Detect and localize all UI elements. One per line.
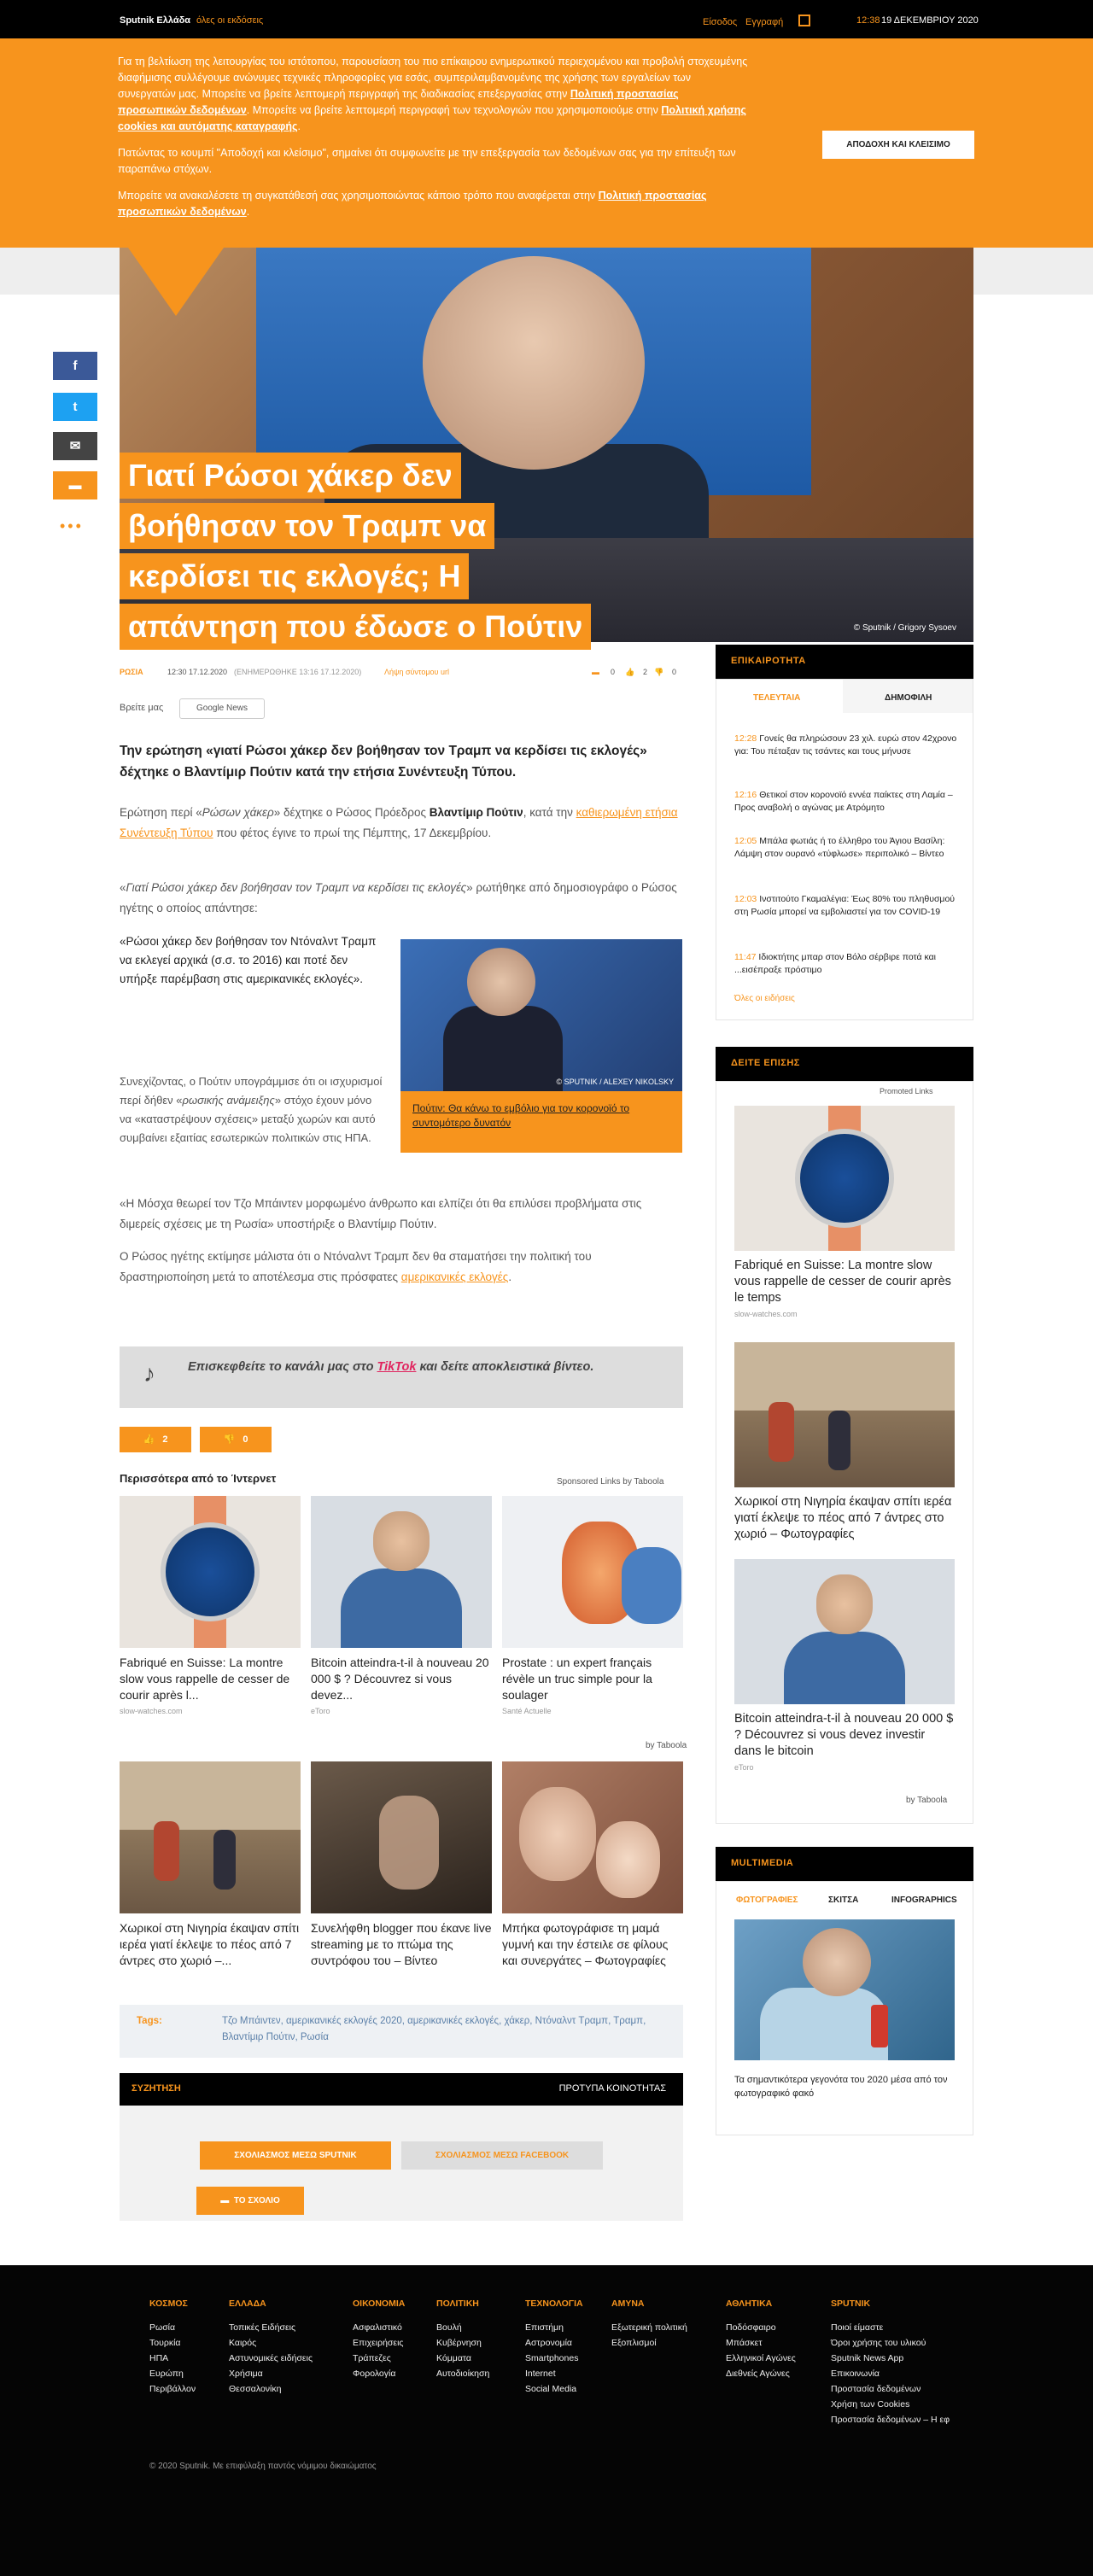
title-line: Γιατί Ρώσοι χάκερ δεν: [120, 453, 461, 499]
card-image[interactable]: [734, 1106, 955, 1251]
watch-face: [795, 1129, 894, 1228]
related-article[interactable]: [400, 939, 682, 1153]
card-title[interactable]: Bitcoin atteindra-t-il à nouveau 20 000 $ ? Découvrez si vous devez investir dans le bitcoin: [734, 1712, 954, 1758]
title-line: απάντηση που έδωσε ο Πούτιν: [120, 604, 591, 650]
article-lead: Την ερώτηση «γιατί Ρώσοι χάκερ δεν βοήθησαν τον Τραμπ να κερδίσει τις εκλογές» δέχτηκε ο Βλαντίμιρ Πούτιν κατά την ετήσια Συνέντευξη Τύπου.: [120, 744, 647, 780]
publish-time: 12:30 17.12.2020: [167, 668, 228, 676]
tiktok-icon: ♪: [143, 1360, 155, 1387]
footer-link[interactable]: ΗΠΑ: [149, 2353, 169, 2363]
tiktok-text-2: και δείτε αποκλειστικά βίντεο.: [419, 1360, 594, 1374]
news-item[interactable]: [734, 951, 958, 977]
dislike-button-count: 0: [243, 1434, 248, 1445]
cookie-policy-link[interactable]: Πολιτική χρήσης cookies και αυτόματης καταγραφής: [118, 104, 746, 132]
email-icon: ✉: [69, 439, 81, 453]
comment-icon: ▬: [68, 478, 82, 493]
article-paragraph: [120, 1072, 384, 1148]
card-image[interactable]: [311, 1496, 492, 1648]
text-span: που φέτος έγινε το πρωί της Πέμπτης, 17 Δεκεμβρίου.: [216, 827, 492, 839]
accept-cookies-button[interactable]: ΑΠΟΔΟΧΗ ΚΑΙ ΚΛΕΙΣΙΜΟ: [822, 131, 974, 159]
footer-column: [726, 2296, 796, 2381]
brand-logo[interactable]: Sputnik Ελλάδα: [120, 15, 191, 26]
multimedia-caption[interactable]: Τα σημαντικότερα γεγονότα του 2020 μέσα από τον φωτογραφικό φακό: [734, 2075, 948, 2099]
footer-link[interactable]: Μπάσκετ: [726, 2338, 763, 2348]
article-paragraph: [120, 803, 683, 844]
current-time: 12:38: [856, 15, 880, 26]
footer-column: [611, 2296, 687, 2351]
news-time: 12:05: [734, 836, 757, 846]
dislike-icon[interactable]: 👎: [654, 668, 664, 676]
footer-link[interactable]: Ευρώπη: [149, 2369, 184, 2379]
glove-shape: [622, 1547, 681, 1624]
street-wall: [734, 1342, 955, 1411]
comment-via-sputnik-button[interactable]: ΣΧΟΛΙΑΣΜΟΣ ΜΕΣΩ SPUTNIK: [200, 2141, 391, 2170]
footer-column: [436, 2296, 489, 2381]
footer-link[interactable]: Ποδόσφαιρο: [726, 2322, 776, 2333]
comment-via-facebook-button[interactable]: ΣΧΟΛΙΑΣΜΟΣ ΜΕΣΩ FACEBOOK: [401, 2141, 603, 2170]
footer-link[interactable]: Ελληνικοί Αγώνες: [726, 2353, 796, 2363]
footer-heading[interactable]: ΟΙΚΟΝΟΜΙΑ: [353, 2299, 406, 2309]
street-person: [154, 1821, 179, 1881]
text-span: Ερώτηση περί «: [120, 806, 202, 819]
twitter-icon: t: [73, 400, 78, 414]
more-share-icon[interactable]: •••: [60, 517, 84, 534]
sponsored-card[interactable]: [311, 1761, 492, 1969]
related-suit: [443, 1006, 563, 1091]
find-us-label: Βρείτε μας: [120, 703, 164, 713]
discussion-body: [120, 2106, 683, 2221]
email-share-button[interactable]: [53, 432, 97, 460]
title-line: βοήθησαν τον Τραμπ να: [120, 503, 494, 549]
card-source: Santé Actuelle: [502, 1707, 552, 1715]
updated-time: (ΕΝΗΜΕΡΩΘΗΚΕ 13:16 17.12.2020): [234, 668, 362, 676]
sponsored-card[interactable]: [502, 1496, 683, 1715]
news-item[interactable]: [734, 835, 958, 861]
discussion-header: [120, 2073, 683, 2106]
text-span: » στόχο έχουν μόνο να «καταστρέψουν σχέσεις» μεταξύ χωρών και αυτό συμβαίνει εξαιτίας εσωτερικών πολιτικών στις ΗΠΑ.: [120, 1094, 376, 1144]
related-credit: © SPUTNIK / ALEXEY NIKOLSKY: [556, 1078, 674, 1086]
card-image[interactable]: [734, 1559, 955, 1704]
card-image[interactable]: [120, 1761, 301, 1913]
text-span: Ο Ρώσος ηγέτης εκτίμησε μάλιστα ότι ο Ντόναλντ Τραμπ δεν θα σταματήσει την πολιτική του δραστηριοποίηση μετά το αποτέλεσμα στις πρόσφατες: [120, 1250, 592, 1283]
news-time: 11:47: [734, 952, 757, 962]
footer-column: [525, 2296, 583, 2397]
footer-heading[interactable]: ΕΛΛΑΔΑ: [229, 2299, 266, 2309]
dislike-count: 0: [672, 668, 677, 676]
register-icon[interactable]: [798, 15, 810, 26]
cookie-text-2: Πατώντας το κουμπί "Αποδοχή και κλείσιμο", σημαίνει ότι συμφωνείτε με την επεξεργασία των δεδομένων σας για την επίτευξη των παραπάνω στόχων.: [118, 147, 736, 175]
person-head: [816, 1574, 873, 1634]
footer-column: [353, 2296, 405, 2381]
card-source: slow-watches.com: [120, 1707, 183, 1715]
related-face: [467, 948, 535, 1016]
text-span: Ρώσων χάκερ: [202, 806, 274, 819]
footer-link[interactable]: Τράπεζες: [353, 2353, 391, 2363]
dislike-button[interactable]: 👎 0: [200, 1427, 272, 1452]
login-link[interactable]: Είσοδος: [703, 17, 738, 27]
short-link[interactable]: Λήψη σύντομου url: [384, 668, 449, 676]
all-news-link[interactable]: Όλες οι ειδήσεις: [734, 994, 795, 1003]
multimedia-heading: MULTIMEDIA: [716, 1847, 973, 1881]
card-image[interactable]: [120, 1496, 301, 1648]
editions-link[interactable]: όλες οι εκδόσεις: [196, 15, 264, 26]
current-news-heading: ΕΠΙΚΑΙΡΟΤΗΤΑ: [716, 645, 973, 679]
logo-triangle: [128, 248, 224, 316]
card-image[interactable]: [311, 1761, 492, 1913]
text-span: » ρωτήθηκε από δημοσιογράφο ο Ρώσος ηγέτης ο οποίος απάντησε:: [120, 881, 677, 914]
hero-face: [423, 256, 645, 470]
discussion-title: ΣΥΖΗΤΗΣΗ: [132, 2083, 181, 2094]
tags-label: Tags:: [137, 2016, 162, 2026]
text-span: » δέχτηκε ο Ρώσος Πρόεδρος: [273, 806, 426, 819]
sponsored-card[interactable]: [311, 1496, 492, 1715]
footer-link[interactable]: Ασφαλιστικό: [353, 2322, 402, 2333]
text-span: .: [508, 1270, 512, 1283]
article-paragraph: [120, 878, 683, 919]
sponsored-card[interactable]: [120, 1496, 301, 1715]
card-image[interactable]: [734, 1342, 955, 1487]
footer-column: [149, 2296, 196, 2397]
privacy-policy-link-2[interactable]: Πολιτική προστασίας προσωπικών δεδομένων: [118, 190, 707, 218]
cookie-text-3: Μπορείτε να ανακαλέσετε τη συγκατάθεσή σας χρησιμοποιώντας κάποιο τρόπο που αναφέρεται στην: [118, 190, 596, 202]
top-bar: [0, 0, 1093, 43]
card-title[interactable]: Μπήκα φωτογράφισε τη μαμά γυμνή και την έστειλε σε φίλους και συνεργάτες – Φωτογραφίες: [502, 1921, 669, 1967]
news-text[interactable]: Ινστιτούτο Γκαμαλέγια: Έως 80% του πληθυσμού στη Ρωσία μπορεί να εμβολιαστεί για τον COVID-19: [734, 894, 956, 917]
copyright: © 2020 Sputnik. Με επιφύλαξη παντός νόμιμου δικαιώματος: [149, 2462, 377, 2471]
text-span: , κατά την: [523, 806, 573, 819]
card-source: eToro: [311, 1707, 330, 1715]
tab-latest[interactable]: ΤΕΛΕΥΤΑΙΑ: [753, 693, 801, 703]
footer-link[interactable]: Τοπικές Ειδήσεις: [229, 2322, 296, 2333]
related-caption[interactable]: Πούτιν: Θα κάνω το εμβόλιο για τον κορονοϊό το συντομότερο δυνατόν: [400, 1091, 682, 1153]
news-text[interactable]: Θετικοί στον κορονοϊό εννέα παίκτες στη Λαμία – Προς αναβολή ο αγώνας με Ατρόμητο: [734, 790, 953, 813]
footer: [0, 2265, 1093, 2576]
footer-link[interactable]: Κυβέρνηση: [436, 2338, 482, 2348]
text-span: Βλαντίμιρ Πούτιν: [429, 806, 523, 819]
hero-credit: © Sputnik / Grigory Sysoev: [853, 623, 956, 633]
text-span: ρωσικής ανάμειξης: [182, 1094, 275, 1107]
us-elections-link[interactable]: αμερικανικές εκλογές: [400, 1270, 509, 1283]
street-person: [769, 1402, 794, 1462]
comment-share-button[interactable]: [53, 471, 97, 499]
footer-link[interactable]: Αστρονομία: [525, 2338, 572, 2348]
footer-link[interactable]: Προστασία δεδομένων – Η εφ: [831, 2415, 950, 2425]
tab-infographics[interactable]: INFOGRAPHICS: [891, 1895, 957, 1905]
like-icon[interactable]: 👍: [625, 668, 635, 676]
card-image[interactable]: [502, 1496, 683, 1648]
like-count: 2: [643, 668, 648, 676]
comment-count: 0: [611, 668, 616, 676]
news-item[interactable]: [734, 733, 958, 758]
blurred-figure: [379, 1796, 439, 1890]
footer-link[interactable]: Ποιοί είμαστε: [831, 2322, 884, 2333]
news-time: 12:28: [734, 733, 757, 744]
footer-column: [229, 2296, 313, 2397]
footer-heading[interactable]: ΑΘΛΗΤΙΚΑ: [726, 2299, 773, 2309]
comment-count-icon[interactable]: ▬: [592, 668, 599, 676]
person-body: [341, 1568, 462, 1648]
footer-link[interactable]: Internet: [525, 2369, 556, 2379]
mm-vial: [871, 2005, 888, 2047]
news-text[interactable]: Μπάλα φωτιάς ή το έλληθρο του Άγιου Βασίλη: Λάμψη στον ουρανό «τύφλωσε» περιπολικό – Βίντεο: [734, 836, 945, 859]
footer-link[interactable]: Κόμματα: [436, 2353, 471, 2363]
footer-link[interactable]: Εξοπλισμοί: [611, 2338, 657, 2348]
facebook-icon: f: [73, 359, 78, 373]
category-link[interactable]: ΡΩΣΙΑ: [120, 668, 143, 676]
footer-link[interactable]: Χρήσιμα: [229, 2369, 263, 2379]
mm-coat: [760, 1988, 888, 2060]
card-title[interactable]: Fabriqué en Suisse: La montre slow vous rappelle de cesser de courir après l...: [120, 1656, 290, 1702]
article-title: [120, 453, 658, 654]
by-taboola-sidebar[interactable]: by Taboola: [906, 1796, 948, 1805]
footer-link[interactable]: Sputnik News App: [831, 2353, 904, 2363]
news-text[interactable]: Γονείς θα πληρώσουν 23 χιλ. ευρώ στον 42χρονο για: Του πέταξαν τις τσάντες και τους μήνυσε: [734, 733, 957, 756]
cookie-text-1: Για τη βελτίωση της λειτουργίας του ιστότοπου, παρουσίαση του πιο επίκαιρου ενημερωτικού περιεχομένου και προβολή στοχευμένης διαφήμισης συλλέγουμε ανώνυμες τεχνικές πληροφορίες για εσάς, συμπεριλαμβανομένης της χρήσης των εργαλείων των συνεργατών μας. Μπορείτε να βρείτε λεπτομερή περιγραφή της διαδικασίας επεξεργασίας στην: [118, 55, 748, 100]
news-time: 12:16: [734, 790, 757, 800]
current-date: 19 ΔΕΚΕΜΒΡΙΟΥ 2020: [881, 15, 979, 26]
footer-link[interactable]: Διεθνείς Αγώνες: [726, 2369, 790, 2379]
news-time: 12:03: [734, 894, 757, 904]
footer-link[interactable]: Προστασία δεδομένων: [831, 2384, 921, 2394]
card-source: eToro: [734, 1763, 754, 1772]
woman-face: [519, 1787, 596, 1881]
cookie-banner: Για τη βελτίωση της λειτουργίας του ιστότοπου, παρουσίαση του πιο επίκαιρου ενημερωτικού περιεχομένου και προβολή στοχευμένης διαφήμισης συλλέγουμε ανώνυμες τεχνικές πληροφορίες για εσάς, συμπεριλαμβανομένης της χρήσης των εργαλείων των συνεργατών μας. Μπορείτε να βρείτε λεπτομερή περιγραφή της διαδικασίας επεξεργασίας στην Πολιτική προστασίας προσωπικών δεδομένων. Μπορείτε να βρείτε λεπτομερή περιγραφή των τεχνολογιών που χρησιμοποιούμε στην Πολιτική χρήσης cookies και αυτόματης καταγραφής. Πατώντας το κουμπί "Αποδοχή και κλείσιμο", σημαίνει ότι συμφωνείτε με την επεξεργασία των δεδομένων σας για την επίτευξη των παραπάνω στόχων. Μπορείτε να ανακαλέσετε τη συγκατάθεσή σας χρησιμοποιώντας κάποιο τρόπο που αναφέρεται στην Πολιτική προστασίας προσωπικών δεδομένων. ΑΠΟΔΟΧΗ ΚΑΙ ΚΛΕΙΣΙΜΟ: [0, 38, 1093, 248]
footer-link[interactable]: Αστυνομικές ειδήσεις: [229, 2353, 313, 2363]
tab-photos[interactable]: ΦΩΤΟΓΡΑΦΙΕΣ: [736, 1895, 798, 1905]
footer-link[interactable]: Καιρός: [229, 2338, 257, 2348]
card-title[interactable]: Bitcoin atteindra-t-il à nouveau 20 000 $ ? Découvrez si vous devez...: [311, 1656, 489, 1702]
title-line: κερδίσει τις εκλογές; Η: [120, 553, 469, 599]
sponsored-card[interactable]: [120, 1761, 301, 1969]
street-wall: [120, 1761, 301, 1830]
mm-face: [803, 1928, 871, 1996]
sponsored-links-label[interactable]: Sponsored Links by Taboola: [557, 1477, 664, 1487]
footer-link[interactable]: Επικοινωνία: [831, 2369, 880, 2379]
text-span: «: [120, 881, 126, 894]
sponsored-card[interactable]: [502, 1761, 683, 1969]
google-news-button[interactable]: Google News: [179, 698, 265, 719]
write-comment-label: ΤΟ ΣΧΟΛΙΟ: [233, 2196, 280, 2205]
tiktok-promo[interactable]: [120, 1346, 683, 1408]
see-also-card[interactable]: [734, 1559, 955, 1772]
multimedia-image[interactable]: [734, 1919, 955, 2060]
card-title[interactable]: Χωρικοί στη Νιγηρία έκαψαν σπίτι ιερέα γιατί έκλεψε το πέος από 7 άντρες στο χωριό –...: [120, 1921, 300, 1967]
card-title[interactable]: Χωρικοί στη Νιγηρία έκαψαν σπίτι ιερέα γιατί έκλεψε το πέος από 7 άντρες στο χωριό – Φωτογραφίες: [734, 1495, 952, 1541]
footer-link[interactable]: Φορολογία: [353, 2369, 396, 2379]
tags-list[interactable]: Τζο Μπάιντεν, αμερικανικές εκλογές 2020, αμερικανικές εκλογές, χάκερ, Ντόναλντ Τραμπ, Τραμπ, Βλαντίμιρ Πούτιν, Ρωσία: [222, 2016, 646, 2042]
privacy-policy-link[interactable]: Πολιτική προστασίας προσωπικών δεδομένων: [118, 88, 679, 116]
article-paragraph: [120, 1247, 683, 1288]
cookie-text-1b: . Μπορείτε να βρείτε λεπτομερή περιγραφή των τεχνολογιών που χρησιμοποιούμε στην: [246, 104, 658, 116]
footer-column: [831, 2296, 976, 2427]
footer-link[interactable]: Εξωτερική πολιτική: [611, 2322, 687, 2333]
child-face: [596, 1821, 660, 1898]
press-conference-link[interactable]: καθιερωμένη ετήσια Συνέντευξη Τύπου: [120, 806, 678, 839]
tiktok-link[interactable]: TikTok: [377, 1360, 417, 1374]
footer-link[interactable]: Περιβάλλον: [149, 2384, 196, 2394]
card-title[interactable]: Συνελήφθη blogger που έκανε live streaming με το πτώμα της συντρόφου του – Βίντεο: [311, 1921, 492, 1967]
tiktok-text: Επισκεφθείτε το κανάλι μας στο: [188, 1360, 374, 1374]
street-person: [213, 1830, 236, 1890]
card-image[interactable]: [502, 1761, 683, 1913]
footer-heading[interactable]: ΑΜΥΝΑ: [611, 2299, 645, 2309]
community-rules-link[interactable]: ΠΡΟΤΥΠΑ ΚΟΙΝΟΤΗΤΑΣ: [558, 2083, 666, 2094]
write-comment-button[interactable]: ▬ ΤΟ ΣΧΟΛΙΟ: [196, 2187, 304, 2215]
tab-popular[interactable]: ΔΗΜΟΦΙΛΗ: [885, 693, 932, 703]
more-internet-heading: Περισσότερα από το Ίντερνετ: [120, 1472, 277, 1485]
card-title[interactable]: Prostate : un expert français révèle un truc simple pour la soulager: [502, 1656, 652, 1702]
tab-sketches[interactable]: ΣΚΙΤΣΑ: [828, 1895, 859, 1905]
footer-link[interactable]: Χρήση των Cookies: [831, 2399, 910, 2410]
card-title[interactable]: Fabriqué en Suisse: La montre slow vous rappelle de cesser de courir après le temps: [734, 1259, 951, 1305]
card-source: slow-watches.com: [734, 1310, 798, 1318]
footer-heading[interactable]: ΚΟΣΜΟΣ: [149, 2299, 188, 2309]
twitter-share-button[interactable]: [53, 393, 97, 421]
footer-link[interactable]: Social Media: [525, 2384, 577, 2394]
tags-box: [120, 2005, 683, 2058]
register-link[interactable]: Εγγραφή: [745, 17, 784, 27]
footer-link[interactable]: Smartphones: [525, 2353, 579, 2363]
footer-link[interactable]: Βουλή: [436, 2322, 462, 2333]
footer-link[interactable]: Αυτοδιοίκηση: [436, 2369, 490, 2379]
google-news-row: [120, 703, 248, 713]
footer-link[interactable]: Τουρκία: [149, 2338, 181, 2348]
facebook-share-button[interactable]: [53, 352, 97, 380]
person-head: [373, 1511, 430, 1571]
watch-face: [161, 1522, 260, 1621]
article-paragraph: «Η Μόσχα θεωρεί τον Τζο Μπάιντεν μορφωμένο άνθρωπο και ελπίζει ότι θα επιλύσει προβλήματα στις διμερείς σχέσεις με τη Ρωσία» υποστήριξε ο Βλαντίμιρ Πούτιν.: [120, 1197, 642, 1230]
footer-heading[interactable]: SPUTNIK: [831, 2299, 871, 2309]
article-quote: «Ρώσοι χάκερ δεν βοήθησαν τον Ντόναλντ Τραμπ να εκλεγεί αρχικά (σ.σ. το 2016) και ποτέ δεν υπήρξε παρέμβαση στις αμερικανικές εκλογές».: [120, 935, 377, 985]
news-item[interactable]: [734, 789, 958, 815]
by-taboola-label[interactable]: by Taboola: [646, 1741, 687, 1750]
text-span: Γιατί Ρώσοι χάκερ δεν βοήθησαν τον Τραμπ να κερδίσει τις εκλογές: [126, 881, 467, 894]
footer-heading[interactable]: ΤΕΧΝΟΛΟΓΙΑ: [525, 2299, 583, 2309]
footer-link[interactable]: Ρωσία: [149, 2322, 176, 2333]
like-button[interactable]: 👍 2: [120, 1427, 191, 1452]
news-text[interactable]: Ιδιοκτήτης μπαρ στον Βόλο σέρβιρε ποτά και ...εισέπραξε πρόστιμο: [734, 952, 937, 975]
see-also-heading: ΔΕΙΤΕ ΕΠΙΣΗΣ: [716, 1047, 973, 1081]
promoted-links-label[interactable]: Promoted Links: [880, 1087, 933, 1095]
see-also-card[interactable]: [734, 1342, 955, 1543]
street-person: [828, 1411, 850, 1470]
footer-link[interactable]: Όροι χρήσης του υλικού: [831, 2338, 926, 2348]
person-body: [784, 1632, 905, 1704]
related-image[interactable]: [400, 939, 682, 1091]
footer-link[interactable]: Επιχειρήσεις: [353, 2338, 404, 2348]
footer-link[interactable]: Θεσσαλονίκη: [229, 2384, 282, 2394]
text-span: Συνεχίζοντας, ο Πούτιν υπογράμμισε ότι οι ισχυρισμοί περί δήθεν «: [120, 1075, 383, 1107]
see-also-card[interactable]: [734, 1106, 955, 1318]
footer-heading[interactable]: ΠΟΛΙΤΙΚΗ: [436, 2299, 479, 2309]
news-item[interactable]: [734, 893, 958, 919]
like-button-count: 2: [162, 1434, 168, 1445]
footer-link[interactable]: Επιστήμη: [525, 2322, 564, 2333]
